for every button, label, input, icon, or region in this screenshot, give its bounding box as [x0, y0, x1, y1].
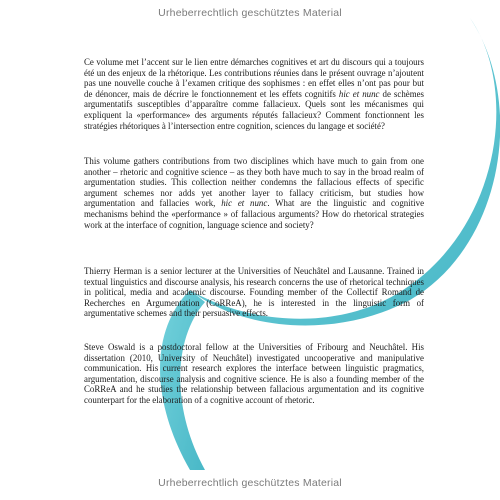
- abstract-english: [84, 156, 424, 230]
- abstract-english-part1: This volume gathers contributions from two disciplines which have much to gain from one another – rhetoric and cognitive science – as they both have much to say in the broad realm of argumentation studies. This collection neither condemns the fallacious effects of specific argument schemes nor adds yet another layer to fallacy criticism, but studies how argumentation and fallacies work,: [84, 156, 424, 209]
- abstract-english-part2: . What are the linguistic and cognitive mechanisms behind the «performance » of fallacious arguments? How do rhetorical strategies work at the interface of cognition, language science and society?: [84, 198, 425, 230]
- abstract-english-emphasis: hic et nunc: [221, 198, 268, 209]
- abstract-french-part1: Ce volume met l’accent sur le lien entre démarches cognitives et art du discours qui a toujours été un des enjeux de la rhétorique. Les contributions réunies dans le présent ouvrage n’ajoutent pas une nouvelle couche à l’examen critique des sophismes : en effet elles n’ont pas pour but de dénoncer, mais de décrire le fonctionnement et les effets cognitifs: [84, 57, 424, 99]
- abstract-french-part2: de schèmes argumentatifs susceptibles d’apparaître comme fallacieux. Quels sont les mécanismes qui expliquent la «performance» des arguments réputés fallacieux? Comment fonctionnent les stratégies rhétoriques à l’intersection entre cognition, sciences du langage et société?: [84, 88, 424, 131]
- author-bio-oswald: [84, 342, 424, 406]
- watermark-bottom: Urheberrechtlich geschütztes Material: [158, 477, 342, 489]
- author-bio-herman-text: Thierry Herman is a senior lecturer at the Universities of Neuchâtel and Lausanne. Trained in textual linguistics and discourse analysis, his research concerns the use of rhetorical techniques in political, media and academic discourse. Founding member of the Collectif Romand de Recherches en Argumentation (CoRReA), he is interested in the linguistic form of argumentative schemes and their persuasive effects.: [84, 266, 424, 319]
- abstract-french-emphasis: hic et nunc: [338, 88, 380, 99]
- abstract-french: [84, 57, 424, 131]
- author-bio-herman: [84, 266, 424, 319]
- author-bio-oswald-text: Steve Oswald is a postdoctoral fellow at the Universities of Fribourg and Neuchâtel. His dissertation (2010, University of Neuchâtel) investigated uncooperative and manipulative communication. His current research explores the interface between linguistic pragmatics, argumentation, discourse analysis and cognitive science. He is also a founding member of the CoRReA and he studies the relationship between fallacious argumentation and its cognitive counterpart for the elaboration of a cognitive account of rhetoric.: [84, 342, 424, 405]
- watermark-top: Urheberrechtlich geschütztes Material: [158, 7, 342, 19]
